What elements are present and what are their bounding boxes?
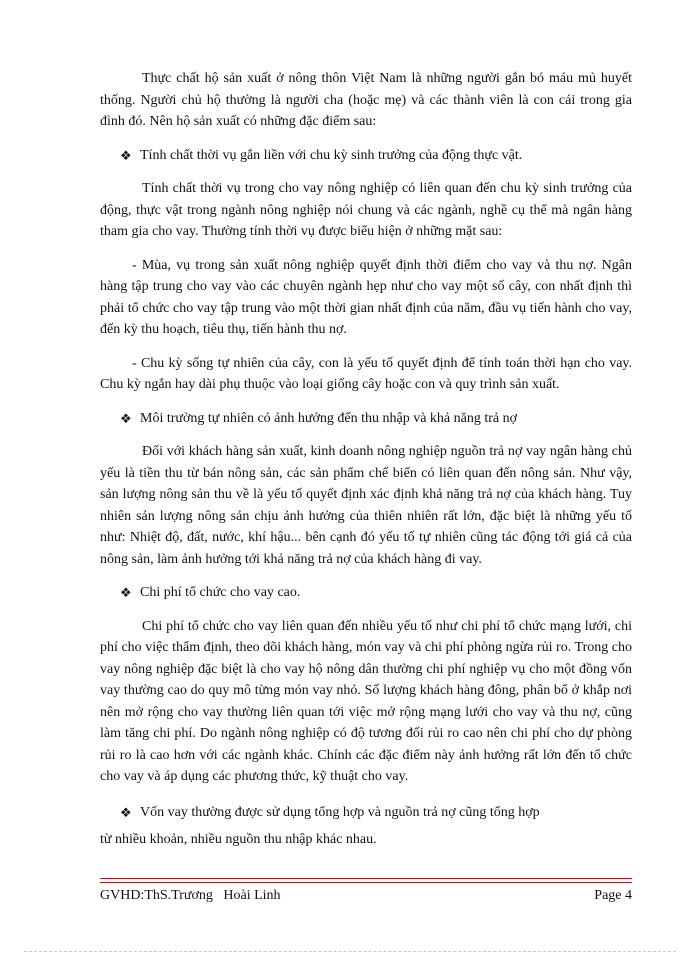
paragraph-seasonal: Tính chất thời vụ trong cho vay nông nghiệp có liên quan đến chu kỳ sinh trưởng của động, thực vật trong ngành nông nghiệp nói chung và các ngành, nghề cụ thể mà ngân hàng tham gia cho vay. Thường tính thời vụ được biểu hiện ở những mặt sau:	[100, 181, 632, 239]
paragraph-environment: Đối với khách hàng sản xuất, kinh doanh nông nghiệp nguồn trả nợ vay ngân hàng chủ yếu là tiền thu từ bán nông sản, các sản phẩm chế biến có liên quan đến nông sản. Như vậy, sản lượng nông sản thu về là yếu tố quyết định xác định khả năng trả nợ của khách hàng. Tuy nhiên sản lượng nông sản chịu ảnh hưởng của thiên nhiên rất lớn, đặc biệt là những yếu tố như: Nhiệt độ, đất, nước, khí hậu... bên cạnh đó yếu tố tự nhiên cũng tác động tới giá cả của nông sản, làm ảnh hưởng tới khả năng trả nợ của khách hàng đi vay.	[100, 444, 632, 567]
diamond-bullet-icon: ❖	[120, 147, 132, 163]
bullet-seasonal	[120, 145, 632, 167]
bullet-capital	[120, 802, 632, 824]
page-body	[100, 68, 632, 851]
footer-instructor: GVHD:ThS.Trương Hoài Linh	[100, 888, 281, 903]
page-footer	[100, 888, 632, 904]
footer-rule-bottom	[100, 882, 632, 883]
paragraph-cost: Chi phí tổ chức cho vay liên quan đến nhiều yếu tố như chi phí tổ chức mạng lưới, chi phí cho việc thẩm định, theo dõi khách hàng, món vay và chi phí phòng ngừa rủi ro. Trong cho vay nông nghiệp đặc biệt là cho vay hộ nông dân thường chi phí nghiệp vụ cho một đồng vốn vay thường cao do quy mô từng món vay nhỏ. Số lượng khách hàng đông, phân bổ ở khắp nơi nên mở rộng cho vay thường liên quan tới việc mở rộng mạng lưới cho vay và thu nợ, cũng làm tăng chi phí. Do ngành nông nghiệp có độ tương đối rủi ro cao nên chi phí cho dự phòng rủi ro là cao hơn với các ngành khác. Chính các đặc điểm này ảnh hưởng rất lớn đến tổ chức cho vay và áp dụng các phương thức, kỹ thuật cho vay.	[100, 618, 632, 784]
bullet-environment	[120, 408, 632, 430]
page-edge-divider	[24, 951, 676, 952]
footer-rule-top	[100, 878, 632, 879]
paragraph-cycle-dash: - Chu kỳ sống tự nhiên của cây, con là yếu tố quyết định để tính toán thời hạn cho vay. Chu kỳ ngắn hay dài phụ thuộc vào loại giống cây hoặc con và quy trình sản xuất.	[100, 355, 632, 392]
paragraph-intro: Thực chất hộ sản xuất ở nông thôn Việt Nam là những người gắn bó máu mủ huyết thống. Người chủ hộ thường là người cha (hoặc mẹ) và các thành viên là con cái trong gia đình đó. Nên hộ sản xuất có những đặc điểm sau:	[100, 71, 632, 129]
bullet-text: Môi trường tự nhiên có ảnh hưởng đến thu nhập và khả năng trả nợ	[140, 410, 518, 426]
paragraph-capital-continuation: từ nhiều khoản, nhiều nguồn thu nhập khác nhau.	[100, 832, 377, 847]
diamond-bullet-icon: ❖	[120, 804, 132, 820]
bullet-text: Vốn vay thường được sử dụng tổng hợp và nguồn trả nợ cũng tổng hợp	[140, 804, 540, 820]
bullet-cost	[120, 582, 632, 604]
diamond-bullet-icon: ❖	[120, 585, 132, 600]
page-number: Page 4	[594, 888, 632, 903]
bullet-text: Chi phí tổ chức cho vay cao.	[140, 585, 301, 600]
paragraph-season-dash: - Mùa, vụ trong sản xuất nông nghiệp quyết định thời điểm cho vay và thu nợ. Ngân hàng tập trung cho vay vào các chuyên ngành hẹp như cho vay một số cây, con nhất định thì phải tổ chức cho vay tập trung vào một thời gian nhất định của năm, đầu vụ tiến hành cho vay, đến kỳ thu hoạch, tiêu thụ, tiến hành thu nợ.	[100, 257, 632, 337]
diamond-bullet-icon: ❖	[120, 410, 132, 426]
bullet-text: Tính chất thời vụ gắn liền với chu kỳ sinh trưởng của động thực vật.	[140, 147, 523, 163]
